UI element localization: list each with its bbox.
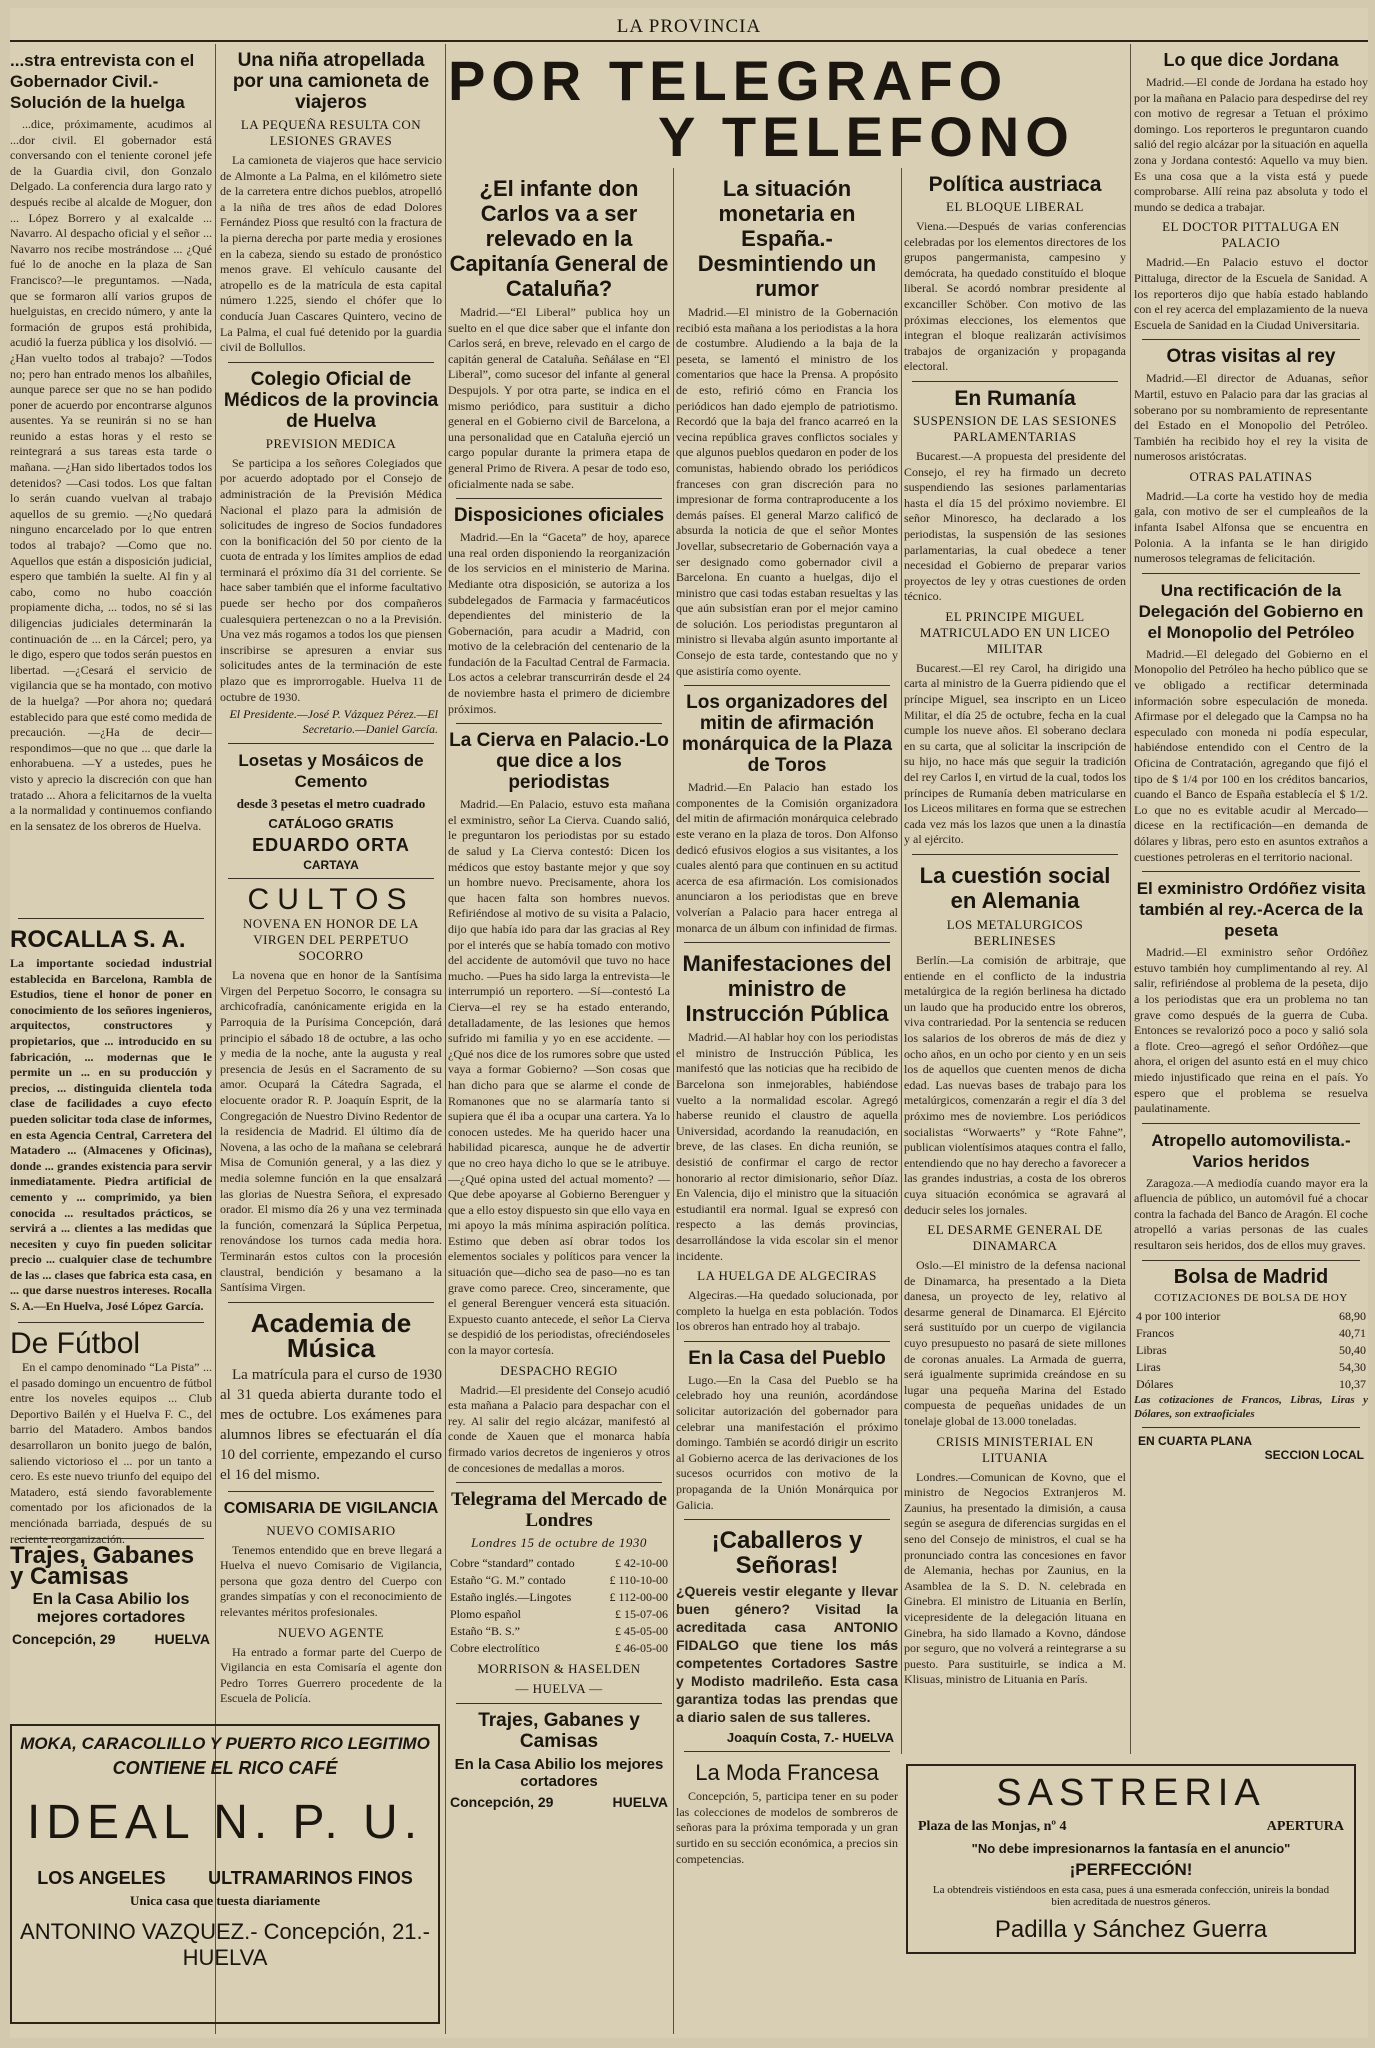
ad-address: [12, 1631, 210, 1647]
article-signature: El Presidente.—José P. Vázquez Pérez.—El Secretario.—Daniel García.: [229, 707, 438, 737]
article-body: Madrid.—El ministro de la Gobernación recibió esta mañana a los periodistas a la hora de costumbre. Aludiendo a la baja de la peseta, se lamentó el ministro de los comentarios que hace la Prensa. A propósito de esto, refirió cómo en Francia los periódicos han dado ejemplo de patriotismo. Recordó que la baja del franco acarreó en la vecina república graves conflictos sociales y que algunos pueblos quedaron en poder de los comunistas, habiendo obrado los periódicos franceses con gran discreción para no impresionar de forma contraproducente a los demás países. El general Marzo calificó de absurda la noticia de que el señor Montes Jovellar, subsecretario de Gobernación vaya a ser designado como gobernador civil a Barcelona. En cuanto a huelgas, dijo el ministro que casi todas estaban resueltas y las que aún subsistían eran por el mejor camino de solución. Los periodistas preguntaron al ministro si llevaba algún asunto importante al Consejo de esta tarde, contestando que no y que asistiría como oyente.: [676, 305, 898, 678]
divider: [228, 1302, 434, 1303]
column-4: [676, 168, 898, 2008]
article-body: La novena que en honor de la Santísima Virgen del Perpetuo Socorro, le consagra su archicofradía, canónicamente erigida en la Parroquia de la Purísima Concepción, dará principio el sábado 18 de octubre, a las ocho y media de la noche, ante la augusta y real presencia de Jesús en el Sacramento de su amor. Ocupará la Cátedra Sagrada, el elocuente orador R. P. Joaquín Esprit, de la Congregación de Nuestro Divino Redentor de la residencia de Madrid. El último día de Novena, a las ocho de la mañana se celebrará Misa de Comunión general, y a las diez y media solemne función en la que ensalzará las glorias de Nuestra Señora, el expresado orador. El mismo día 26 y una vez terminada la función, comenzará la Súplica Perpetua, renovándose los turnos cada media hora. Terminarán estos cultos con la procesión claustral, bendición y besamano a la Santísima Virgen.: [220, 968, 442, 1295]
row-value: 50,40: [1339, 1342, 1366, 1357]
article-title: Academia de Música: [250, 1307, 412, 1363]
article-body: Berlín.—La comisión de arbitraje, que entiende en el conflicto de la industria metalúrgica de la región berlinesa ha dictado un laudo que ha producido entre los obreros, viva contrariedad. Por la sentencia se reducen los salarios de los obreros de más de diez y ocho años, en un ocho por ciento y en un seis los de aquellos que cuenten menos de dicha edad. Las nuevas bases de trabajo para los metalúrgicos, comenzarán a regir el día 3 del próximo mes de noviembre. Los periódicos socialistas “Worwaerts” y “Rote Fahne”, publican violentísimos ataques contra el fallo, entendiendo que no hay derecho a favorecer a las grandes industrias, a costa de los obreros cuya situación económica se agravará al deducir seles los jornales.: [904, 953, 1126, 1217]
ad-shop-kind: ULTRAMARINOS FINOS: [208, 1868, 413, 1888]
metals-row: [448, 1572, 670, 1589]
headline-line-2: Y TELEFONO: [658, 105, 1075, 168]
article-subtitle: COTIZACIONES DE BOLSA DE HOY: [1154, 1291, 1348, 1304]
ad-title: Losetas y Mosáicos de Cemento: [238, 751, 424, 792]
ad-body: Concepción, 5, participa tener en su poder las colecciones de modelos de sombreros de señoras para la próxima temporada y un gran surtido en su sección económica, a precios sin competencias.: [676, 1789, 898, 1866]
divider: [1142, 1123, 1360, 1124]
metals-row: [448, 1606, 670, 1623]
ad-address-street: Concepción, 29: [12, 1631, 116, 1647]
ad-shop-name: LOS ANGELES: [37, 1868, 166, 1888]
divider: [18, 918, 204, 919]
article-body: Madrid.—En Palacio han estado los componentes de la Comisión organizadora del mitin de afirmación monárquica celebrado este verano en la plaza de toros. Don Alfonso dedicó efusivos elogios a sus visitantes, a los cuales alentó para que continuen en su actitud acerca de esa afirmación. Los comisionados anunciaron a los periodistas que en breve volverían a Palacio para hacer entrega al monarca de un álbum con infinidad de firmas.: [676, 780, 898, 935]
article-title: Política austriaca: [928, 173, 1102, 196]
article-subtitle: OTRAS PALATINAS: [1189, 468, 1313, 484]
bolsa-note: Las cotizaciones de Francos, Libras, Liras y Dólares, son extraoficiales: [1134, 1393, 1368, 1420]
ad-address: Plaza de las Monjas, nº 4: [918, 1819, 1067, 1834]
metals-row: [448, 1555, 670, 1572]
row-label: Estaño inglés.—Lingotes: [450, 1590, 572, 1605]
divider: [684, 1341, 890, 1342]
ad-address-city: HUELVA: [154, 1631, 210, 1647]
divider: [456, 1703, 662, 1704]
article-body: Oslo.—El ministro de la defensa nacional de Dinamarca, ha presentado a la Dieta danesa, un proyecto de ley, relativo al desarme general de Dinamarca. El Ejército será sustituído por un cuerpo de vigilancia cuyo presupuesto no pasará de siete millones de coronas anuales. La Armada de guerra, será igualmente suprimida creándose en su lugar una pequeña Marina del Estado compuesta de pequeñas unidades de un tonelaje global de 13.000 toneladas.: [904, 1258, 1126, 1429]
article-body: La matrícula para el curso de 1930 al 31 queda abierta durante todo el mes de octubre. Los exámenes para alumnos libres se efectuarán el día 10 del corriente, empezando el curso el 16 del mismo.: [220, 1366, 442, 1483]
column-2: [220, 44, 442, 1704]
article-title: Una niña atropellada por una camioneta de viajeros: [232, 50, 430, 113]
column-rule: [1130, 44, 1131, 1754]
article-body: Madrid.—En Palacio, estuvo esta mañana el exministro, señor La Cierva. Cuando salió, le preguntaron los periodistas por su estado de salud y La Cierva contestó: Dicen los médicos que estoy bastante mejor y que soy un hombre nuevo. Precisamente, ahora los que hacen falta son hombres nuevos. Refiriéndose al motivo de su visita a Palacio, dijo que había ido para dar las gracias al Rey por el interés que se había tomado con motivo del accidente de automóvil que tuvo no hace mucho. —Pues ha sido larga la entrevista—le interrumpió un reportero. —Sí—contestó La Cierva—el rey se ha estado enterando, detalladamente, de las lesiones que hemos sufrido mi familia y yo en ese accidente. —¿Qué nos dice de los rumores sobre que usted vaya a formar Gobierno? —Son cosas que han dicho para que se alarme el conde de Romanones que no se alarmaría tanto si supiera que él iba a ocupar una cartera. Ya lo conocen ustedes. Me ha querido hacer una habilidad picaresca, aunque he de advertir que no creo haya dicho lo que se le atribuye. —¿Qué opina usted del actual momento? —Que debe apoyarse al Gobierno Berenguer y que a ello estoy dispuesto sin que ello vaya en mi apoyo la más mínima aspiración política. Estimo que deben así obrar todos los elementos sociales y políticos para vencer la situación que—dicho sea de paso—no es tan grave como parece. Creo, sinceramente, que el general Berenguer vencerá esta situación. Expuesto cuanto antecede, el señor La Cierva se despidió de los periodistas, ofreciéndoseles con la mayor cortesía.: [448, 797, 670, 1358]
article-subtitle: EL DESARME GENERAL DE DINAMARCA: [927, 1222, 1103, 1254]
article-body: Se participa a los señores Colegiados que por acuerdo adoptado por el Consejo de administración de la Previsión Médica Nacional el plazo para la admisión de solicitudes de ingreso de Socios fundadores con la bonificación del 50 por ciento de la cuota de entrada y los límites amplios de edad terminará el próximo día 31 del corriente. Se hace saber también que el informe facultativo puede ser hecho por dos compañeros cualesquiera pertenezcan o no a la Previsión. Una vez más rogamos a todos los que piensen inscribirse se apresuren a enviar sus solicitudes antes de la terminación de este plazo que es improrrogable. Huelva 11 de octubre de 1930.: [220, 455, 442, 704]
article-body: Londres.—Comunican de Kovno, que el ministro de Negocios Extranjeros M. Zaunius, ha presentado la dimisión, a causa según se asegura de diferencias surgidas en el seno del Consejo de ministros, el cual se ha pronunciado contra las concesiones en favor de Alemania, hechas por Zaunius, en la Asamblea de la S. D. N. celebrada en Ginebra. El ministro de Lituania en Berlín, vicepresidente de la delegación lituana en Ginebra, ha sido llamado a Kovno, dándose por seguro, que no volverá a reintegrarse a su puesto. Para sustituirle, se indica a M. Klisuas, ministro de Lituania en París.: [904, 1469, 1126, 1687]
newspaper-name: LA PROVINCIA: [616, 16, 762, 37]
article-body: Madrid.—El presidente del Consejo acudió esta mañana a Palacio para despachar con el rey. Al salir del regio alcázar, manifestó al conde de Xauen que el monarca había firmado varios decretos de ingenieros y otros de concesiones de medallas a moros.: [448, 1382, 670, 1475]
row-value: 40,71: [1339, 1325, 1366, 1340]
ad-line: MOKA, CARACOLILLO Y PUERTO RICO LEGITIMO: [20, 1734, 430, 1753]
divider: [1142, 339, 1360, 340]
row-value: 10,37: [1339, 1376, 1366, 1391]
ad-title: La Moda Francesa: [695, 1760, 879, 1786]
article-subtitle: SUSPENSION DE LAS SESIONES PARLAMENTARIAS: [912, 412, 1118, 444]
row-label: 4 por 100 interior: [1136, 1308, 1221, 1323]
row-value: £ 46-05-00: [615, 1641, 668, 1656]
ad-body: La obtendreis vistiéndoos en esta casa, pues á una esmerada confección, unireis la bondad bien acreditada de nuestros géneros.: [932, 1884, 1330, 1908]
article-body: La camioneta de viajeros que hace servicio de Almonte a La Palma, en el kilómetro siete de la carretera entre dichos pueblos, atropelló a la niña de tres años de edad Dolores Fernández Pioss que resultó con la fractura de la pierna derecha por parte media y erosiones en la cabeza, siendo su estado de pronóstico menos grave. El vehículo causante del atropello es de la matrícula de esta capital número 1.225, siendo el chófer que lo conducía Juan Cascares Quintero, vecino de La Palma, el cual fué detenido por la guardia civil de Bollullos.: [220, 153, 442, 355]
article-subtitle: NUEVO AGENTE: [277, 1624, 384, 1640]
article-body: Bucarest.—A propuesta del presidente del Consejo, el rey ha firmado un decreto suspendiendo las sesiones parlamentarias hasta el día 15 del próximo noviembre. El señor Minoresco, ha declarado a los periodistas, la suspensión de las sesiones parlamentarias, la cual obedece a tener necesidad el Gobierno de preparar varios proyectos de ley y otras cuestiones de orden técnico.: [904, 448, 1126, 604]
article-body: Algeciras.—Ha quedado solucionada, por completo la huelga en esta población. Todos los obreros han entrado hoy al trabajo.: [676, 1288, 898, 1334]
article-body: ...dice, próximamente, acudimos al ...dor civil. El gobernador está conversando con el teniente coronel jefe de la Guardia civil, don Gonzalo Delgado. La conferencia dura largo rato y después recibe al alcalde de Moguer, don ... López Borrero y al exalcalde ... Navarro. Al despacho oficial y el señor ... Navarro nos recibe mostrándose ... ¿Qué fué lo de anoche en la plaza de San Francisco?—le preguntamos. —Nada, que se formaron allí varios grupos de huelguistas, en crecido número, y ante la formación de grupos está prohibida, acudió la fuerza pública y los disolvió. —¿Han vuelto todos al trabajo? —Todos no; pero han entrado menos los albañiles, aunque parece ser que no se han podido poner de acuerdo por encontrarse algunos ausentes. Ya se reunirán si no se han reunido a estas horas y el resto se reintegrará a sus tareas esta tarde o mañana. —¿Han sido libertados todos los detenidos? —Casi todos. Los que faltan lo serán cuando vuelvan al trabajo aquellos de su gremio. —¿No quedará ninguno encarcelado por lo que entren todos al trabajo? —Como que no. Aquellos que están a disposición judicial, espero que también la suelte. Al fin y al cabo, como no hubo coacción propiamente dicha, ... todos, no sé si las diligencias judiciales determinarán la continuación de ... en la Cárcel; pero, ya le digo, espero que todos serán puestos en libertad. —¿Cesará el servicio de vigilancia que se ha montado, con motivo de la huelga? —Por ahora no; quedará establecido para que esté como medida de precaución. —¿Ha de decir—respondimos—que no que ... que darle la enhorabuena. —Y a ustedes, pues he visto y aprecio la discreción con que han tratado ... Ahora a felicitarnos de la vuelta a la normalidad y continuemos confiando en la sensatez de los obreros de Huelva.: [10, 117, 212, 833]
divider: [684, 685, 890, 686]
divider: [684, 1519, 890, 1520]
article-title: De Fútbol: [10, 1327, 141, 1360]
article-title: La situación monetaria en España.-Desmintiendo un rumor: [697, 176, 877, 301]
divider: [456, 498, 662, 499]
article-subtitle: DESPACHO REGIO: [500, 1362, 618, 1378]
header-rule: [10, 40, 1368, 42]
column-5: [904, 168, 1126, 1738]
article-body: Viena.—Después de varias conferencias celebradas por los elementos directores de los grupos pangermanista, campesino y demócrata, ha quedado constituído el bloque liberal. Se acordó nombrar presidente al excanciller Schöber. Con motivo de las próximas elecciones, los elementos que integran el bloque realizarán activísimos trabajos de organización y propaganda electoral.: [904, 219, 1126, 374]
article-title: Manifestaciones del ministro de Instrucción Pública: [682, 951, 892, 1027]
row-label: Francos: [1136, 1325, 1174, 1340]
article-title: El exministro Ordóñez visita también al rey.-Acerca de la peseta: [1136, 879, 1366, 941]
article-title: La cuestión social en Alemania: [919, 863, 1111, 913]
article-title: Disposiciones oficiales: [453, 505, 665, 527]
row-value: £ 112-00-00: [609, 1590, 668, 1605]
row-label: Estaño “B. S.”: [450, 1624, 520, 1639]
ad-brand: IDEAL N. P. U.: [26, 1796, 424, 1849]
ad-owner: ANTONINO VAZQUEZ.- Concepción, 21.- HUELVA: [20, 1919, 430, 1970]
article-body: Madrid.—Al hablar hoy con los periodistas el ministro de Instrucción Pública, les manifestó que las noticias que ha recibido de Barcelona son inmejorables, habiéndose vuelto a la normalidad escolar. Agregó haberse reunido el claustro de aquella Universidad, acordando la reanudación, en breve, de las clases. En dicha reunión, se desistió de confirmar el cargo de rector honorario al rector dimisionario, señor Díaz. En Valencia, dijo el ministro que la situación estudiantil era normal. Igual se expresó con respecto a las demás provincias, desarrollándose la vida escolar sin el menor incidente.: [676, 1030, 898, 1263]
divider: [228, 1491, 434, 1492]
telegram-date: Londres 15 de octubre de 1930: [471, 1535, 647, 1551]
row-value: 54,30: [1339, 1359, 1366, 1374]
article-body: En el campo denominado “La Pista” ... el pasado domingo un encuentro de fútbol entre los noveles equipos ... Club Deportivo Bailén y el Huelva F. C., del barrio del Matadero. Ambos bandos desarrollaron un bonito juego de balón, saliendo victorioso el ... por un tanto a cero. Es este nuevo triunfo del equipo del Matadero, está siendo favorablemente comentado por los aficionados de la menciónada barriada, después de su reciente reorganización.: [10, 1360, 212, 1546]
article-subtitle: NUEVO COMISARIO: [266, 1522, 396, 1538]
ad-address-street: Concepción, 29: [450, 1794, 554, 1811]
column-rule: [901, 168, 902, 1754]
ad-quote: "No debe impresionarnos la fantasía en el anuncio": [971, 1841, 1291, 1856]
article-subtitle: CRISIS MINISTERIAL EN LITUANIA: [936, 1433, 1094, 1465]
row-value: £ 42-10-00: [615, 1556, 668, 1571]
article-title: En Rumanía: [954, 386, 1076, 410]
column-rule: [673, 168, 674, 2034]
row-label: Cobre “standard” contado: [450, 1556, 575, 1571]
row-label: Cobre electrolítico: [450, 1641, 540, 1656]
divider: [228, 362, 434, 363]
divider: [1142, 871, 1360, 872]
metals-row: [448, 1640, 670, 1657]
divider: [1142, 573, 1360, 574]
divider: [456, 1482, 662, 1483]
divider: [684, 1751, 890, 1752]
row-value: 68,90: [1339, 1308, 1366, 1323]
article-title: Lo que dice Jordana: [1163, 50, 1339, 70]
row-label: Libras: [1136, 1342, 1167, 1357]
divider: [228, 878, 434, 879]
notice-line: EN CUARTA PLANA: [1138, 1433, 1252, 1448]
ad-address: [450, 1794, 668, 1810]
article-subtitle: LA HUELGA DE ALGECIRAS: [697, 1268, 877, 1284]
article-body: Madrid.—En Palacio estuvo el doctor Pittaluga, director de la Escuela de Sanidad. A los reporteros dijo que había estado hablando con el rey acerca del emplazamiento de la nueva Escuela de Sanidad en la Ciudad Universitaria.: [1134, 255, 1368, 332]
ad-line: desde 3 pesetas el metro cuadrado: [236, 796, 426, 812]
ad-subtitle: En la Casa Abilio los mejores cortadores: [454, 1756, 664, 1791]
ad-title: ROCALLA S. A.: [10, 926, 186, 953]
article-body: Lugo.—En la Casa del Pueblo se ha celebrado hoy una reunión, acordándose solicitar autorización del gobernador para celebrar una manifestación el próximo domingo. También se acordó dirigir un escrito al Gobierno acerca de las derivaciones de los sucesos ocurridos con motivo de la propaganda de la Unión Monárquica por Galicia.: [676, 1372, 898, 1512]
telegram-city: — HUELVA —: [515, 1681, 603, 1697]
bolsa-row: [1134, 1376, 1368, 1393]
divider: [228, 743, 434, 744]
article-subtitle: EL DOCTOR PITTALUGA EN PALACIO: [1162, 219, 1340, 251]
divider: [912, 854, 1118, 855]
divider: [912, 381, 1118, 382]
article-title: Telegrama del Mercado de Londres: [451, 1489, 667, 1532]
article-body: Madrid.—La corte ha vestido hoy de media gala, con motivo de ser el cumpleaños de la infanta Isabel Alfonsa que se encuentra en Polonia. A la infanta se le han dirigido numerosos telegramas de felicitación.: [1134, 488, 1368, 566]
row-value: £ 110-10-00: [609, 1573, 668, 1588]
metals-row: [448, 1623, 670, 1640]
ad-line: CONTIENE EL RICO CAFÉ: [112, 1758, 338, 1778]
article-subtitle: PREVISION MEDICA: [265, 435, 397, 451]
article-title: La Cierva en Palacio.-Lo que dice a los periodistas: [449, 730, 669, 794]
metals-table: [448, 1555, 670, 1657]
ad-opening: APERTURA: [1266, 1819, 1344, 1834]
article-title: Otras visitas al rey: [1166, 346, 1336, 368]
ad-line: Unica casa que tuesta diariamente: [130, 1893, 320, 1908]
column-rule: [445, 44, 446, 2034]
ad-slogan: ¡PERFECCIÓN!: [1069, 1860, 1193, 1879]
ad-line: EDUARDO ORTA: [252, 835, 410, 856]
bolsa-row: [1134, 1359, 1368, 1376]
article-subtitle: EL BLOQUE LIBERAL: [946, 199, 1084, 214]
newspaper-page: [10, 8, 1368, 2038]
notice-line: SECCION LOCAL: [1264, 1447, 1364, 1462]
section-title: CULTOS: [247, 883, 415, 917]
article-title: Los organizadores del mitin de afirmación monárquica de la Plaza de Toros: [681, 692, 893, 777]
article-title: COMISARIA DE VIGILANCIA: [223, 1499, 439, 1517]
article-title: Colegio Oficial de Médicos de la provincia de Huelva: [223, 368, 439, 432]
ad-title: SASTRERIA: [996, 1772, 1266, 1814]
column-3: [448, 168, 670, 2008]
divider: [1142, 1427, 1360, 1428]
divider: [18, 1322, 204, 1323]
article-title: ¿El infante don Carlos va a ser relevado en la Capitanía General de Cataluña?: [449, 176, 669, 301]
ad-cafe-ideal: [10, 1724, 440, 2024]
row-label: Liras: [1136, 1359, 1161, 1374]
article-subtitle: LOS METALURGICOS BERLINESES: [946, 917, 1084, 948]
article-title: Bolsa de Madrid: [1173, 1265, 1329, 1288]
article-title: En la Casa del Pueblo: [688, 1347, 886, 1369]
divider: [1142, 1260, 1360, 1261]
ad-sastreria: [906, 1764, 1356, 1954]
ad-title: Trajes, Gabanes y Camisas: [10, 1542, 195, 1590]
ad-shop-row: [16, 1868, 434, 1889]
column-6: [1134, 44, 1368, 1754]
metals-row: [448, 1589, 670, 1606]
ad-line: CARTAYA: [303, 858, 359, 873]
article-body: Madrid.—El delegado del Gobierno en el Monopolio del Petróleo ha hecho público que se ve obligado a rectificar determinada información sobre especulación de moneda. Afirmase por el delegado que la Campsa no ha especulado con moneda ni podía especular, habiéndose entendido con el Centro de la Oficina de Contratación, agregando que fijó el tipo de $ 1/4 por 100 en los créditos bancarios, cuando el Banco de España establecía el $ 1/2. Lo que no es evitable acudir al Mercado—dicese en la rectificación—en demanda de dólares y libras, pero esto en asuntos extraños a cuestiones petroleras en el territorio nacional.: [1134, 646, 1368, 864]
article-body: Madrid.—El exministro señor Ordóñez estuvo también hoy cumplimentando al rey. Al salir, refiriéndose al problema de la peseta, dijo a los periodistas que era un problema no tan grave como después de la guerra de Cuba. Entonces se revalorizó poco a poco y salió sola a flote. Creo—agregó el señor Ordóñez—que ahora, el origen del asunto está en el muy chico miedo injustificado que reina en el país. Yo espero que el problema se resuelva paulatinamente.: [1134, 945, 1368, 1116]
bolsa-row: [1134, 1342, 1368, 1359]
article-subtitle: NOVENA EN HONOR DE LA VIRGEN DEL PERPETUO SOCORRO: [243, 916, 419, 964]
article-body: Ha entrado a formar parte del Cuerpo de Vigilancia en esta Comisaría el agente don Pedro Torres Guerrero procedente de la Escuela de Policía.: [220, 1644, 442, 1706]
row-label: Dólares: [1136, 1376, 1174, 1391]
row-value: £ 15-07-06: [615, 1607, 668, 1622]
article-body: Tenemos entendido que en breve llegará a Huelva el nuevo Comisario de Vigilancia, persona que goza dentro del Cuerpo con grandes simpatías y con el reconocimiento de relevantes méritos profesionales.: [220, 1542, 442, 1620]
main-headline: [448, 48, 1128, 168]
bolsa-row: [1134, 1308, 1368, 1325]
telegram-signature: MORRISON & HASELDEN: [477, 1661, 641, 1677]
row-label: Estaño “G. M.” contado: [450, 1573, 566, 1588]
bolsa-table: [1134, 1308, 1368, 1393]
row-value: £ 45-05-00: [615, 1624, 668, 1639]
article-title: Atropello automovilista.-Varios heridos: [1151, 1130, 1351, 1171]
article-body: Madrid.—El director de Aduanas, señor Martil, estuvo en Palacio para dar las gracias al soberano por su nombramiento de representante del Estado en el Monopolio del Petróleo. También ha recibido hoy el rey la visita de numerosos aristócratas.: [1134, 371, 1368, 464]
headline-line-1: POR TELEGRAFO: [448, 49, 1009, 112]
ad-names: Padilla y Sánchez Guerra: [994, 1916, 1268, 1943]
ad-title: Trajes, Gabanes y Camisas: [478, 1710, 640, 1753]
ad-body: La importante sociedad industrial establecida en Barcelona, Rambla de Estudios, tiene el honor de poner en conocimiento de los señores ingenieros, arquitectos, constructores y propietarios, que ... introducido en su fabricación, ... modernas que le permite un ... en su producción y precios, ... distinguida clientela toda clase de facilidades a cuyo efecto pueden solicitar toda clase de informes, en esta Agencia Central, Carretera del Matadero ... (Almacenes y Oficinas), donde ... grandes existencia para servir inmediatamente. Piedra artificial de cemento y ... comprimido, ya bien conocida ... resultados prácticos, se servirá a ... clientes a las medidas que necesiten y cuyo fin pueden solicitar precio ... cualquier clase de techumbre de las ... clases que fabrica esta casa, en ... que darse nuestros intereses. Rocalla S. A.—En Huelva, José López García.: [10, 956, 212, 1314]
ad-line: CATÁLOGO GRATIS: [268, 816, 394, 832]
article-title: ...stra entrevista con el Gobernador Civil.-Solución de la huelga: [10, 51, 195, 112]
article-body: Zaragoza.—A mediodía cuando mayor era la afluencia de público, un automóvil fué a chocar contra la fachada del Banco de Aragón. El coche atropelló a varias personas de las cuales resultaron seis heridos, dos de ellos muy graves.: [1134, 1175, 1368, 1253]
article-body: Madrid.—El conde de Jordana ha estado hoy por la mañana en Palacio para despedirse del rey con motivo de regresar a Tetuan el próximo domingo. Los reporteros le preguntaron cuando salió del regio alcázar por la situación en aquella zona y Jordana contestó: Aquello va muy bien. Es una cosa que a la vista está y puede comprobarse. Allí reina paz absoluta y todo el mundo se dedica a trabajar.: [1134, 75, 1368, 214]
divider: [456, 723, 662, 724]
ad-subtitle: En la Casa Abilio los mejores cortadores: [32, 1591, 190, 1626]
article-body: Bucarest.—El rey Carol, ha dirigido una carta al ministro de la Guerra pidiendo que el príncipe Miguel, sea inscripto en un Liceo Militar, el día 25 de octubre, fecha en la cual cumple los nueve años. El soberano declara en su carta, que al solicitar la inscripción de su hijo, no hace más que seguir la tradición del rey Carlos I, en virtud de la cual, todos los príncipes de Rumanía deben matricularse en los Liceos militares en forma que se estrechen cada vez más los lazos que unen a la dinastía y al ejército.: [904, 660, 1126, 847]
ad-address-row: [918, 1819, 1344, 1835]
bolsa-row: [1134, 1325, 1368, 1342]
ad-address: Joaquín Costa, 7.- HUELVA: [726, 1730, 894, 1746]
article-subtitle: EL PRINCIPE MIGUEL MATRICULADO EN UN LICEO MILITAR: [919, 608, 1111, 656]
article-body: Madrid.—En la “Gaceta” de hoy, aparece una real orden disponiendo la reorganización de los servicios en el ministerio de Marina. Mediante otra disposición, se autoriza a los subdelegados de Farmacia y farmacéuticos dependientes del ministerio de la Gobernación, para acudir a Madrid, con motivo de la celebración del centenario de la fundación de la Facultad Central de Farmacia. Los actos a celebrar transcurrirán desde el 24 de noviembre hasta el primero de diciembre próximos.: [448, 530, 670, 716]
row-label: Plomo español: [450, 1607, 521, 1622]
ad-body: ¿Quereis vestir elegante y llevar buen género? Visitad la acreditada casa ANTONIO FIDALGO que tiene los más competentes Cortadores Sastre y Modisto madrileño. Esta casa garantiza todas las prendas que a diario salen de sus talleres.: [676, 1583, 898, 1726]
article-body: Madrid.—“El Liberal” publica hoy un suelto en el que dice saber que el infante don Carlos será, en breve, relevado en el cargo de capitán general de Cataluña. Señálase en “El Liberal”, como sucesor del infante al general Despujols. Y por otra parte, se indica en el mismo periódico, para sustituir a dicho general en el Gobierno civil de Barcelona, a una personalidad que en Cataluña ejerció un cargo popular durante la primera etapa de general Primo de Rivera. A pesar de todo eso, oficialmente nada se sabe.: [448, 305, 670, 491]
article-title: Una rectificación de la Delegación del Gobierno en el Monopolio del Petróleo: [1138, 580, 1364, 642]
ad-address-city: HUELVA: [612, 1794, 668, 1811]
ad-title: ¡Caballeros y Señoras!: [711, 1527, 863, 1580]
article-subtitle: LA PEQUEÑA RESULTA CON LESIONES GRAVES: [240, 117, 422, 148]
divider: [684, 942, 890, 943]
